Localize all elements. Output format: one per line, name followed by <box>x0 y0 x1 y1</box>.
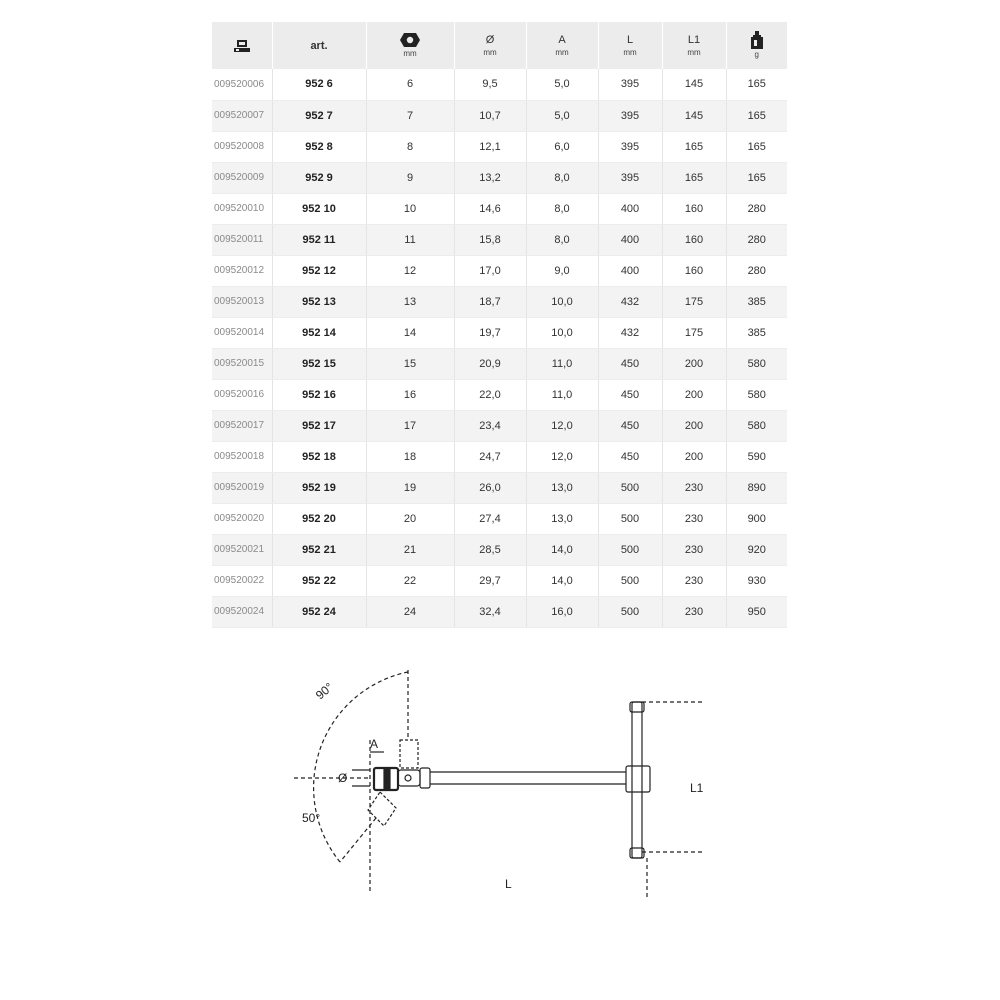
row-diameter: 10,7 <box>454 100 526 131</box>
row-art: 952 22 <box>272 565 366 596</box>
row-l1: 160 <box>662 255 726 286</box>
row-diameter: 14,6 <box>454 193 526 224</box>
row-size: 9 <box>366 162 454 193</box>
l-unit: mm <box>623 47 637 57</box>
row-weight: 590 <box>726 441 787 472</box>
row-weight: 580 <box>726 348 787 379</box>
tool-diagram <box>280 660 720 910</box>
table-row <box>212 162 787 193</box>
row-l: 400 <box>598 255 662 286</box>
socket-angled-dashed <box>368 792 396 826</box>
row-code: 009520010 <box>212 193 272 224</box>
row-size: 15 <box>366 348 454 379</box>
row-diameter: 24,7 <box>454 441 526 472</box>
row-l: 400 <box>598 224 662 255</box>
l1-label: L1 <box>687 33 701 46</box>
row-diameter: 29,7 <box>454 565 526 596</box>
angled-dash-line <box>340 818 376 862</box>
row-size: 22 <box>366 565 454 596</box>
row-l1: 165 <box>662 131 726 162</box>
row-weight: 580 <box>726 410 787 441</box>
row-a: 14,0 <box>526 534 598 565</box>
row-size: 14 <box>366 317 454 348</box>
row-weight: 280 <box>726 193 787 224</box>
table-header-row <box>212 22 787 69</box>
row-weight: 385 <box>726 286 787 317</box>
label-50: 50° <box>302 811 321 825</box>
row-a: 6,0 <box>526 131 598 162</box>
row-size: 19 <box>366 472 454 503</box>
table-row <box>212 472 787 503</box>
row-code: 009520007 <box>212 100 272 131</box>
row-l: 500 <box>598 472 662 503</box>
row-a: 8,0 <box>526 193 598 224</box>
table-row <box>212 100 787 131</box>
diameter-unit: mm <box>483 47 497 57</box>
row-diameter: 27,4 <box>454 503 526 534</box>
table-row <box>212 596 787 627</box>
header-weight <box>726 22 787 69</box>
row-art: 952 16 <box>272 379 366 410</box>
row-l1: 160 <box>662 193 726 224</box>
table-row <box>212 255 787 286</box>
row-art: 952 9 <box>272 162 366 193</box>
row-code: 009520014 <box>212 317 272 348</box>
row-a: 9,0 <box>526 255 598 286</box>
row-art: 952 24 <box>272 596 366 627</box>
row-l: 450 <box>598 410 662 441</box>
row-size: 21 <box>366 534 454 565</box>
row-l: 450 <box>598 348 662 379</box>
row-l1: 200 <box>662 410 726 441</box>
row-a: 11,0 <box>526 348 598 379</box>
row-a: 12,0 <box>526 410 598 441</box>
row-l1: 145 <box>662 100 726 131</box>
row-diameter: 20,9 <box>454 348 526 379</box>
hex-nut-icon <box>367 32 454 48</box>
row-art: 952 7 <box>272 100 366 131</box>
table-body <box>212 69 787 627</box>
row-art: 952 13 <box>272 286 366 317</box>
row-code: 009520006 <box>212 69 272 100</box>
t-block <box>626 766 650 792</box>
row-l: 400 <box>598 193 662 224</box>
row-art: 952 12 <box>272 255 366 286</box>
row-art: 952 10 <box>272 193 366 224</box>
row-diameter: 23,4 <box>454 410 526 441</box>
row-code: 009520011 <box>212 224 272 255</box>
table-row <box>212 193 787 224</box>
row-l1: 145 <box>662 69 726 100</box>
table-row <box>212 441 787 472</box>
row-weight: 280 <box>726 224 787 255</box>
row-code: 009520013 <box>212 286 272 317</box>
row-code: 009520019 <box>212 472 272 503</box>
row-weight: 385 <box>726 317 787 348</box>
row-size: 7 <box>366 100 454 131</box>
joint <box>398 770 420 786</box>
row-diameter: 22,0 <box>454 379 526 410</box>
row-weight: 900 <box>726 503 787 534</box>
row-weight: 890 <box>726 472 787 503</box>
header-a <box>526 22 598 69</box>
row-l: 500 <box>598 534 662 565</box>
header-l1 <box>662 22 726 69</box>
row-l1: 230 <box>662 472 726 503</box>
row-size: 16 <box>366 379 454 410</box>
row-code: 009520024 <box>212 596 272 627</box>
row-art: 952 8 <box>272 131 366 162</box>
row-weight: 930 <box>726 565 787 596</box>
table-row <box>212 410 787 441</box>
row-l1: 230 <box>662 596 726 627</box>
row-a: 16,0 <box>526 596 598 627</box>
row-l: 450 <box>598 379 662 410</box>
row-diameter: 19,7 <box>454 317 526 348</box>
row-size: 12 <box>366 255 454 286</box>
row-diameter: 28,5 <box>454 534 526 565</box>
row-code: 009520016 <box>212 379 272 410</box>
weight-icon <box>727 31 788 49</box>
row-weight: 280 <box>726 255 787 286</box>
row-diameter: 12,1 <box>454 131 526 162</box>
row-weight: 165 <box>726 162 787 193</box>
row-size: 24 <box>366 596 454 627</box>
catalog-code-icon <box>212 22 272 69</box>
a-label: A <box>558 33 566 46</box>
row-code: 009520021 <box>212 534 272 565</box>
row-l1: 200 <box>662 348 726 379</box>
row-art: 952 20 <box>272 503 366 534</box>
diameter-label: Ø <box>485 33 495 46</box>
row-code: 009520022 <box>212 565 272 596</box>
row-size: 10 <box>366 193 454 224</box>
header-l <box>598 22 662 69</box>
row-l1: 175 <box>662 286 726 317</box>
row-weight: 165 <box>726 69 787 100</box>
row-l1: 200 <box>662 379 726 410</box>
row-a: 8,0 <box>526 162 598 193</box>
row-art: 952 14 <box>272 317 366 348</box>
row-weight: 580 <box>726 379 787 410</box>
row-l: 432 <box>598 317 662 348</box>
row-code: 009520017 <box>212 410 272 441</box>
row-a: 13,0 <box>526 472 598 503</box>
row-size: 18 <box>366 441 454 472</box>
row-a: 12,0 <box>526 441 598 472</box>
row-a: 14,0 <box>526 565 598 596</box>
row-art: 952 18 <box>272 441 366 472</box>
row-diameter: 9,5 <box>454 69 526 100</box>
row-l1: 230 <box>662 503 726 534</box>
table-row <box>212 224 787 255</box>
table-row <box>212 348 787 379</box>
row-size: 8 <box>366 131 454 162</box>
socket-up-dashed <box>400 740 418 768</box>
joint-pin <box>405 775 411 781</box>
label-diameter: Ø <box>338 771 348 785</box>
row-art: 952 11 <box>272 224 366 255</box>
table-row <box>212 565 787 596</box>
t-handle <box>632 702 642 858</box>
row-diameter: 13,2 <box>454 162 526 193</box>
row-a: 8,0 <box>526 224 598 255</box>
l-label: L <box>626 33 634 46</box>
row-weight: 165 <box>726 131 787 162</box>
row-l: 395 <box>598 100 662 131</box>
a-unit: mm <box>555 47 569 57</box>
header-diameter <box>454 22 526 69</box>
row-size: 13 <box>366 286 454 317</box>
header-art: art. <box>272 22 366 69</box>
row-art: 952 21 <box>272 534 366 565</box>
row-diameter: 26,0 <box>454 472 526 503</box>
row-l: 395 <box>598 131 662 162</box>
row-l: 500 <box>598 503 662 534</box>
spec-table <box>212 22 787 628</box>
table-row <box>212 286 787 317</box>
row-l1: 200 <box>662 441 726 472</box>
row-size: 20 <box>366 503 454 534</box>
row-art: 952 17 <box>272 410 366 441</box>
row-a: 13,0 <box>526 503 598 534</box>
weight-unit: g <box>754 50 759 59</box>
row-size: 11 <box>366 224 454 255</box>
row-code: 009520009 <box>212 162 272 193</box>
row-l1: 175 <box>662 317 726 348</box>
row-art: 952 19 <box>272 472 366 503</box>
row-a: 11,0 <box>526 379 598 410</box>
nut-unit: mm <box>403 49 417 58</box>
label-l1: L1 <box>690 781 704 795</box>
row-l: 432 <box>598 286 662 317</box>
header-nut-size <box>366 22 454 69</box>
row-l: 500 <box>598 596 662 627</box>
row-weight: 165 <box>726 100 787 131</box>
row-l1: 230 <box>662 565 726 596</box>
row-art: 952 6 <box>272 69 366 100</box>
table-row <box>212 317 787 348</box>
l1-unit: mm <box>687 47 701 57</box>
row-art: 952 15 <box>272 348 366 379</box>
row-l1: 160 <box>662 224 726 255</box>
socket-band <box>384 768 390 790</box>
label-90: 90° <box>312 679 336 703</box>
row-l1: 165 <box>662 162 726 193</box>
row-size: 17 <box>366 410 454 441</box>
table-row <box>212 534 787 565</box>
row-size: 6 <box>366 69 454 100</box>
row-l: 395 <box>598 162 662 193</box>
row-a: 5,0 <box>526 69 598 100</box>
row-code: 009520015 <box>212 348 272 379</box>
row-code: 009520018 <box>212 441 272 472</box>
joint-collar <box>420 768 430 788</box>
row-a: 10,0 <box>526 317 598 348</box>
row-l: 450 <box>598 441 662 472</box>
row-diameter: 32,4 <box>454 596 526 627</box>
table-row <box>212 131 787 162</box>
row-l: 395 <box>598 69 662 100</box>
row-a: 10,0 <box>526 286 598 317</box>
row-diameter: 15,8 <box>454 224 526 255</box>
row-weight: 920 <box>726 534 787 565</box>
row-weight: 950 <box>726 596 787 627</box>
row-code: 009520020 <box>212 503 272 534</box>
table-row <box>212 503 787 534</box>
row-l: 500 <box>598 565 662 596</box>
label-a: A <box>370 737 379 751</box>
row-diameter: 18,7 <box>454 286 526 317</box>
row-l1: 230 <box>662 534 726 565</box>
label-l: L <box>505 877 512 891</box>
row-code: 009520008 <box>212 131 272 162</box>
row-code: 009520012 <box>212 255 272 286</box>
table-row <box>212 379 787 410</box>
row-a: 5,0 <box>526 100 598 131</box>
row-diameter: 17,0 <box>454 255 526 286</box>
table-row <box>212 69 787 100</box>
